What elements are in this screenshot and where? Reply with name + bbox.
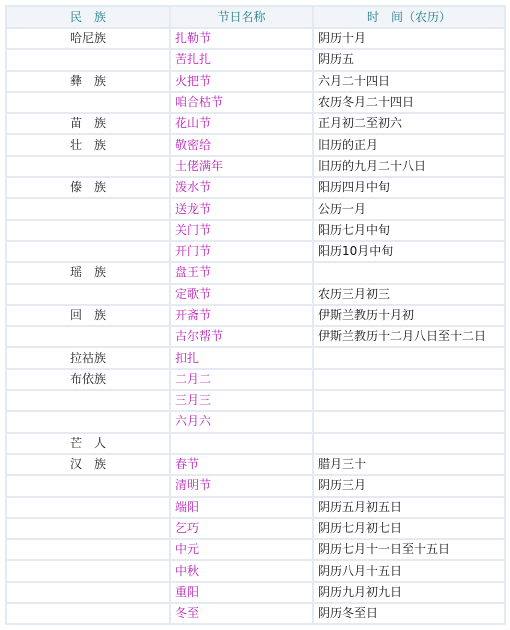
header-festival-name: 节日名称 <box>171 7 312 27</box>
festival-time-cell: 旧历的九月二十八日 <box>314 157 504 176</box>
table-row <box>7 327 504 346</box>
festival-time-cell: 阴历八月十五日 <box>314 561 504 580</box>
festival-name-cell: 端阳 <box>171 498 312 517</box>
festival-time-cell <box>314 434 504 453</box>
festival-name-cell: 中元 <box>171 540 312 559</box>
table-row <box>7 412 504 431</box>
festival-name-cell: 泼水节 <box>171 178 312 197</box>
festival-time-cell <box>314 370 504 389</box>
table-row <box>7 561 504 580</box>
festival-time-cell: 腊月三十 <box>314 455 504 474</box>
festival-time-cell: 阴历十月 <box>314 29 504 48</box>
table-row <box>7 604 504 623</box>
table-row <box>7 29 504 48</box>
ethnic-cell <box>7 391 169 410</box>
festival-time-cell: 阳历七月中旬 <box>314 221 504 240</box>
festival-time-cell: 正月初二至初六 <box>314 114 504 133</box>
ethnic-cell <box>7 221 169 240</box>
table-row <box>7 50 504 69</box>
table-row <box>7 114 504 133</box>
festival-name-cell: 定歌节 <box>171 285 312 304</box>
ethnic-cell <box>7 242 169 261</box>
festival-time-cell: 阴历七月初七日 <box>314 519 504 538</box>
ethnic-cell: 汉 族 <box>7 455 169 474</box>
festival-name-cell: 关门节 <box>171 221 312 240</box>
festival-name-cell: 送龙节 <box>171 199 312 218</box>
festival-name-cell: 重阳 <box>171 583 312 602</box>
festival-name-cell: 古尔帮节 <box>171 327 312 346</box>
festival-time-cell: 农历冬月二十四日 <box>314 93 504 112</box>
header-row <box>7 7 504 27</box>
table-row <box>7 263 504 282</box>
ethnic-cell: 瑶 族 <box>7 263 169 282</box>
header-time: 时 间（农历） <box>314 7 504 27</box>
festival-time-cell <box>314 412 504 431</box>
table-row <box>7 178 504 197</box>
festival-name-cell: 火把节 <box>171 72 312 91</box>
ethnic-cell <box>7 583 169 602</box>
table-row <box>7 199 504 218</box>
table-row <box>7 348 504 367</box>
table-row <box>7 157 504 176</box>
festival-time-cell: 伊斯兰教历十二月八日至十二日 <box>314 327 504 346</box>
festival-name-cell: 土佬满年 <box>171 157 312 176</box>
table-row <box>7 285 504 304</box>
festival-name-cell: 开门节 <box>171 242 312 261</box>
festival-name-cell: 敬密给 <box>171 135 312 154</box>
festival-name-cell: 清明节 <box>171 476 312 495</box>
table-row <box>7 455 504 474</box>
table-row <box>7 72 504 91</box>
festival-name-cell: 盘王节 <box>171 263 312 282</box>
festival-time-cell: 公历一月 <box>314 199 504 218</box>
ethnic-cell <box>7 540 169 559</box>
ethnic-cell: 壮 族 <box>7 135 169 154</box>
ethnic-cell <box>7 498 169 517</box>
festival-time-cell: 阴历五月初五日 <box>314 498 504 517</box>
festival-time-cell <box>314 263 504 282</box>
festival-time-cell: 农历三月初三 <box>314 285 504 304</box>
festival-name-cell: 二月二 <box>171 370 312 389</box>
ethnic-cell: 彝 族 <box>7 72 169 91</box>
festival-time-cell: 阴历七月十一日至十五日 <box>314 540 504 559</box>
table-row <box>7 135 504 154</box>
ethnic-cell <box>7 199 169 218</box>
festival-name-cell: 苦扎扎 <box>171 50 312 69</box>
ethnic-cell <box>7 412 169 431</box>
festival-name-cell: 冬至 <box>171 604 312 623</box>
festival-time-cell: 阳历10月中旬 <box>314 242 504 261</box>
festival-time-cell <box>314 391 504 410</box>
table-row <box>7 519 504 538</box>
festival-time-cell: 伊斯兰教历十月初 <box>314 306 504 325</box>
ethnic-cell <box>7 157 169 176</box>
table-row <box>7 434 504 453</box>
table-row <box>7 476 504 495</box>
table-row <box>7 242 504 261</box>
table-row <box>7 540 504 559</box>
ethnic-cell <box>7 50 169 69</box>
festival-table <box>5 5 506 625</box>
festival-name-cell: 扎勒节 <box>171 29 312 48</box>
ethnic-cell: 哈尼族 <box>7 29 169 48</box>
festival-name-cell: 开斋节 <box>171 306 312 325</box>
table-row <box>7 306 504 325</box>
festival-name-cell: 六月六 <box>171 412 312 431</box>
festival-time-cell: 阴历五 <box>314 50 504 69</box>
ethnic-cell: 苗 族 <box>7 114 169 133</box>
ethnic-cell <box>7 519 169 538</box>
festival-name-cell: 花山节 <box>171 114 312 133</box>
festival-name-cell <box>171 434 312 453</box>
ethnic-cell: 芒 人 <box>7 434 169 453</box>
festival-time-cell: 六月二十四日 <box>314 72 504 91</box>
festival-time-cell: 阳历四月中旬 <box>314 178 504 197</box>
table-row <box>7 498 504 517</box>
festival-time-cell: 阴历九月初九日 <box>314 583 504 602</box>
ethnic-cell <box>7 604 169 623</box>
ethnic-cell <box>7 327 169 346</box>
festival-time-cell: 旧历的正月 <box>314 135 504 154</box>
ethnic-cell: 拉祜族 <box>7 348 169 367</box>
ethnic-cell <box>7 476 169 495</box>
table-row <box>7 370 504 389</box>
festival-name-cell: 中秋 <box>171 561 312 580</box>
ethnic-cell <box>7 285 169 304</box>
table-row <box>7 391 504 410</box>
table-row <box>7 221 504 240</box>
festival-name-cell: 春节 <box>171 455 312 474</box>
ethnic-cell: 回 族 <box>7 306 169 325</box>
festival-name-cell: 咱合枯节 <box>171 93 312 112</box>
ethnic-cell: 傣 族 <box>7 178 169 197</box>
table-body <box>7 29 504 623</box>
festival-time-cell <box>314 348 504 367</box>
festival-time-cell: 阴历三月 <box>314 476 504 495</box>
header-ethnic: 民 族 <box>7 7 169 27</box>
table-row <box>7 583 504 602</box>
festival-name-cell: 三月三 <box>171 391 312 410</box>
festival-time-cell: 阴历冬至日 <box>314 604 504 623</box>
festival-name-cell: 乞巧 <box>171 519 312 538</box>
ethnic-cell <box>7 93 169 112</box>
table-row <box>7 93 504 112</box>
ethnic-cell: 布依族 <box>7 370 169 389</box>
ethnic-cell <box>7 561 169 580</box>
festival-name-cell: 扣扎 <box>171 348 312 367</box>
